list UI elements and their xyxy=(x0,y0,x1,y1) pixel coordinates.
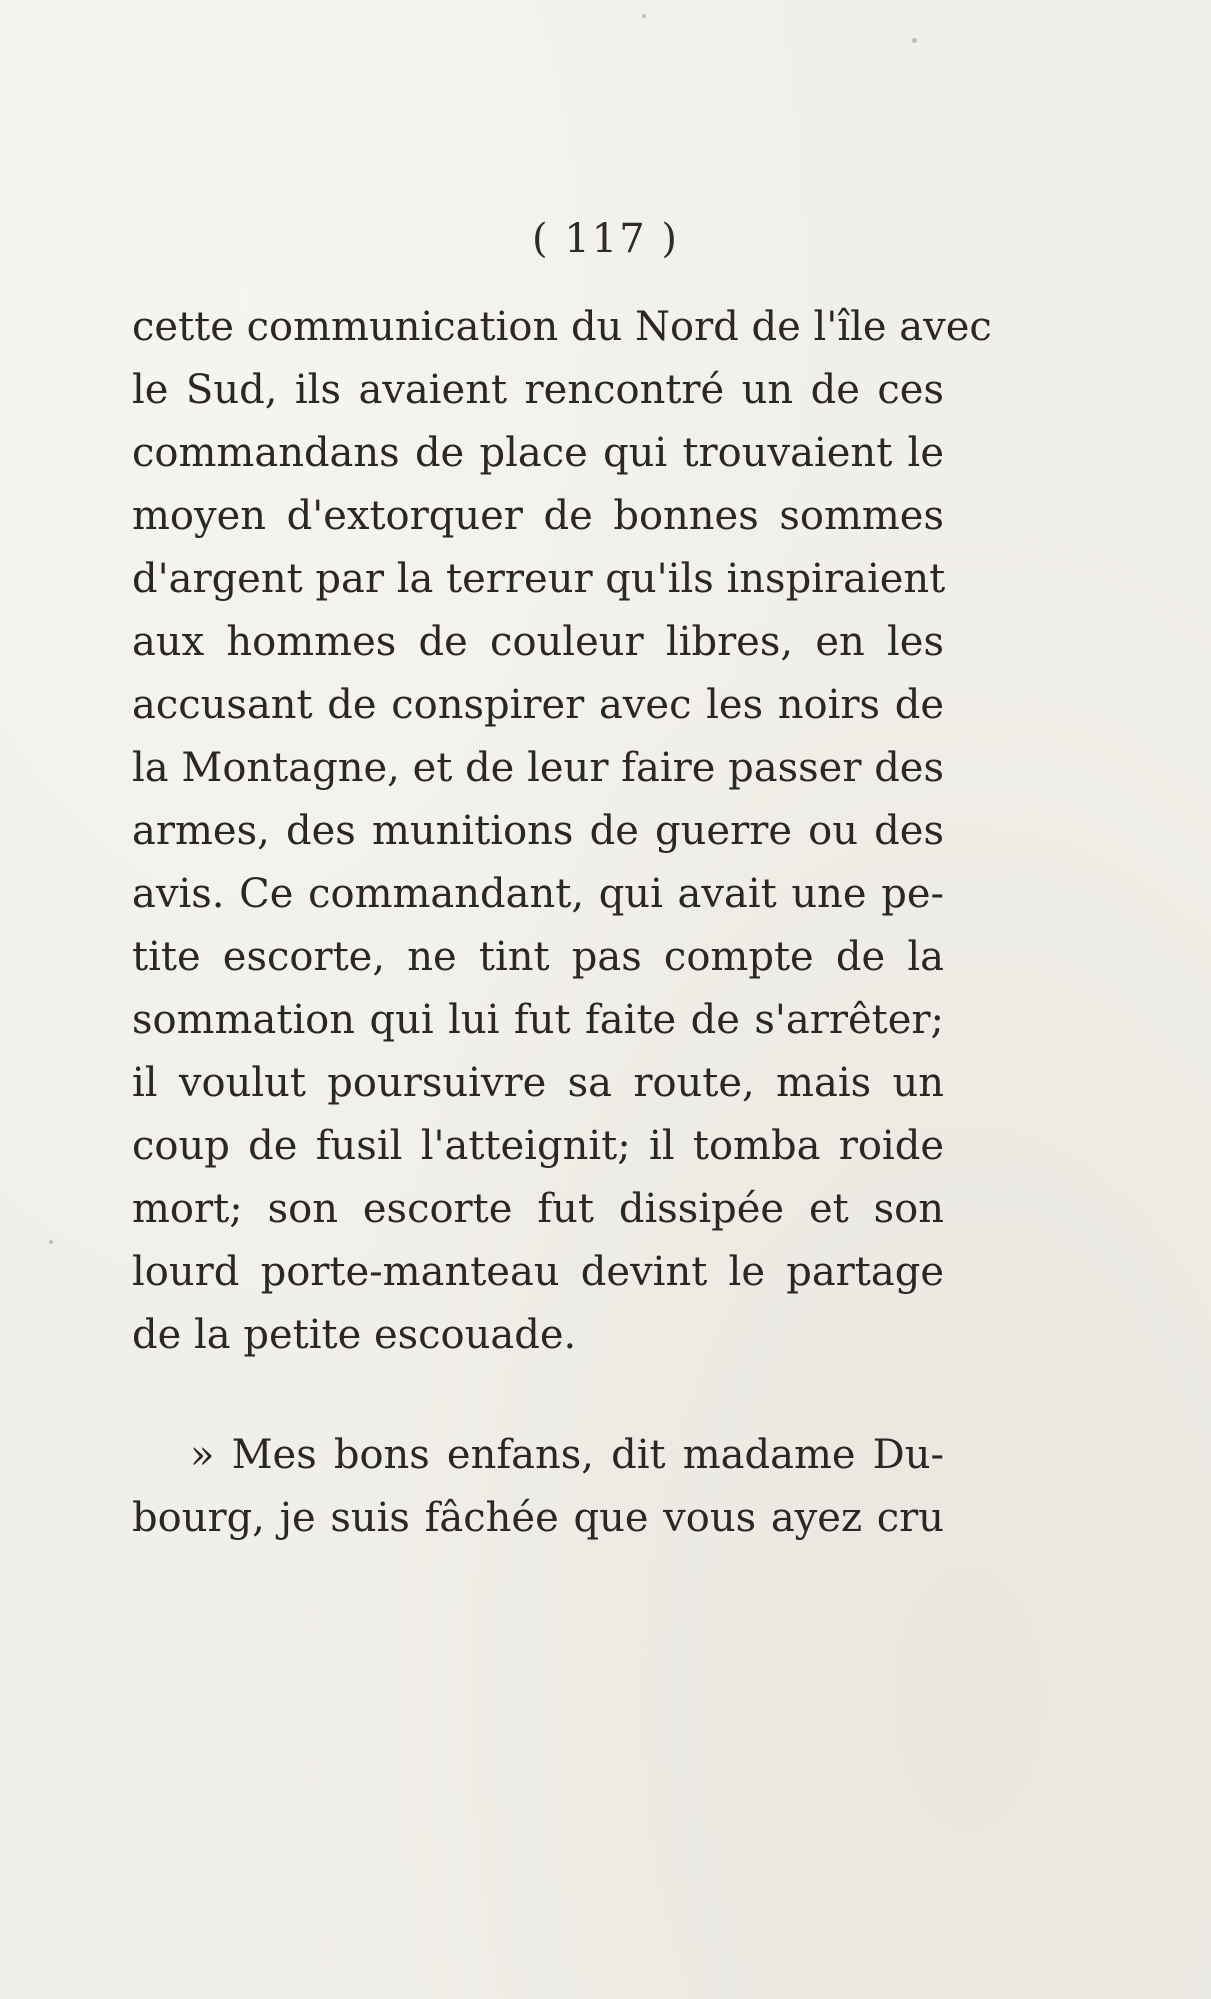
text-line: la Montagne, et de leur faire passer des xyxy=(132,745,944,791)
text-line: tite escorte, ne tint pas compte de la xyxy=(132,934,944,980)
text-line: de la petite escouade. xyxy=(132,1312,577,1358)
text-line: avis. Ce commandant, qui avait une pe- xyxy=(132,871,944,917)
text-line: moyen d'extorquer de bonnes sommes xyxy=(132,493,944,539)
text-line: mort; son escorte fut dissipée et son xyxy=(132,1186,944,1232)
text-line: cette communication du Nord de l'île avec xyxy=(132,304,992,350)
paper-speck xyxy=(912,38,917,43)
text-line: d'argent par la terreur qu'ils inspiraient xyxy=(132,556,946,602)
text-line: armes, des munitions de guerre ou des xyxy=(132,808,944,854)
text-line: aux hommes de couleur libres, en les xyxy=(132,619,944,665)
text-line: commandans de place qui trouvaient le xyxy=(132,430,944,476)
text-line: bourg, je suis fâchée que vous ayez cru xyxy=(132,1495,944,1541)
text-line: sommation qui lui fut faite de s'arrêter; xyxy=(132,997,944,1043)
text-line: coup de fusil l'atteignit; il tomba roide xyxy=(132,1123,944,1169)
page-number: ( 117 ) xyxy=(532,216,679,262)
text-line: le Sud, ils avaient rencontré un de ces xyxy=(132,367,944,413)
paper-speck xyxy=(642,14,646,18)
paragraph-1 xyxy=(132,296,992,1367)
text-line: » Mes bons enfans, dit madame Du- xyxy=(190,1432,944,1478)
text-line: accusant de conspirer avec les noirs de xyxy=(132,682,944,728)
text-line: il voulut poursuivre sa route, mais un xyxy=(132,1060,944,1106)
paper-speck xyxy=(49,1240,53,1244)
body-text xyxy=(132,296,992,1550)
paragraph-2 xyxy=(132,1424,944,1550)
text-line: lourd porte-manteau devint le partage xyxy=(132,1249,944,1295)
